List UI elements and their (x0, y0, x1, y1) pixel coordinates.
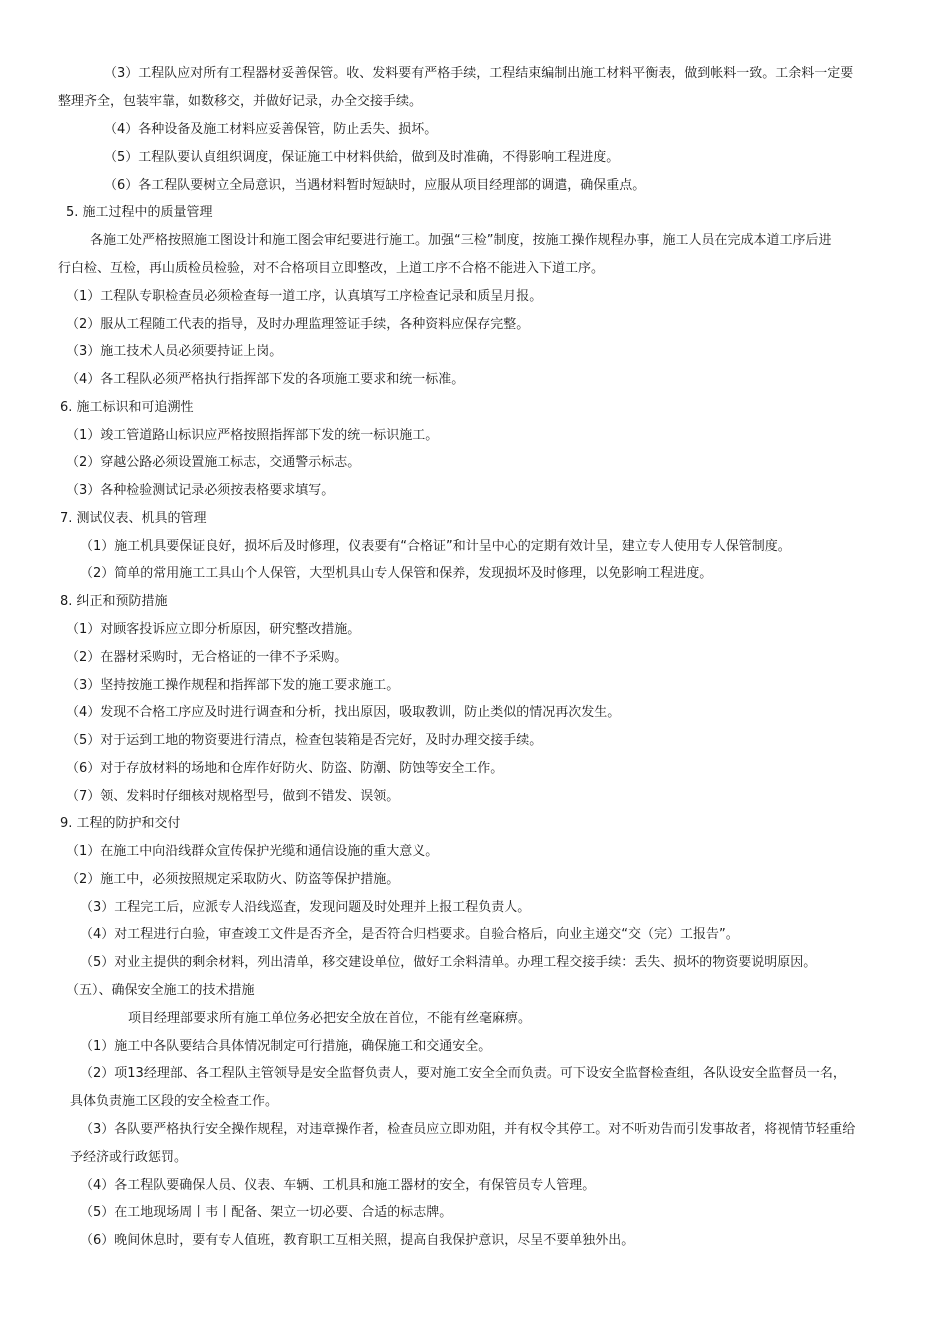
list-item: （1）在施工中向沿线群众宣传保护光缆和通信设施的重大意义。 (66, 844, 439, 859)
list-item: （3）工程完工后，应派专人沿线巡査，发现问题及时处理并上报工程负责人。 (80, 900, 531, 915)
section-heading: 8. 纠正和预防措施 (60, 594, 168, 609)
list-item: （1）对顾客投诉应立即分析原因，研究整改措施。 (66, 622, 361, 637)
list-item: （5）对业主提供的剩余材料，列出清单，移交建设单位，做好工余料清单。办理工程交接手续：丢失、损坏的物资要说明原因。 (80, 955, 817, 970)
list-item: （5）对于运到工地的物资要进行清点，检查包装箱是否完好，及时办理交接手续。 (66, 733, 543, 748)
list-item: （4）各工程队要确保人员、仪表、车辆、工机具和施工器材的安全，有保管员专人管理。 (80, 1178, 596, 1193)
list-item: （2）施工中，必须按照规定采取防火、防盗等保护措施。 (66, 872, 400, 887)
list-item: （4）各工程队必须严格执行指挥部下发的各项施工要求和统一标准。 (66, 372, 465, 387)
section-heading: 9. 工程的防护和交付 (60, 816, 181, 831)
paragraph-line: 各施工处严格按照施工图设计和施工图会审纪要进行施工。加强“三检”制度，按施工操作规程办事，施工人员在完成本道工序后进 (90, 233, 832, 248)
paragraph-line: 具体负责施工区段的安全检查工作。 (70, 1094, 279, 1109)
section-heading: （五）、确保安全施工的技术措施 (66, 983, 255, 998)
list-item: （2）在器材采购时，无合格证的一律不予采购。 (66, 650, 348, 665)
section-heading: 7. 测试仪表、机具的管理 (60, 511, 207, 526)
paragraph-line: （5）工程队要认貞组织调度，保证施工中材料供給，做到及时准确，不得影响工程进度。 (104, 150, 620, 165)
paragraph-line: （6）各工程队要树立全局意识，当遇材料暂时短缺时，应服从项目经理部的调遣，确保重点。 (104, 178, 646, 193)
paragraph-line: 行白检、互检，再山质检员检验，对不合格项目立即整改，上道工序不合格不能进入下道工序。 (58, 261, 605, 276)
list-item: （3）各队要严格执行安全操作规程，对违章操作者，检查员应立即劝阻，并有权令其停工。对不听劝告而引发事故者，将视情节轻重给 (80, 1122, 856, 1137)
list-item: （6）晚间休息时，要有专人值班，教育职工互相关照，提高自我保护意识，尽呈不要单独外出。 (80, 1233, 635, 1248)
list-item: （3）坚持按施工操作规程和指挥部下发的施工要求施工。 (66, 678, 400, 693)
paragraph-line: 予经济或行政惩罚。 (70, 1150, 188, 1165)
list-item: （2）服从工程随工代表的指导，及时办理监理签证手续，各种资料应保存完整。 (66, 317, 530, 332)
list-item: （3）各种检验测试记录必须按表格要求填写。 (66, 483, 335, 498)
list-item: （2）项13经理部、各工程队主管领导是安全监督负责人，要对施工安全全而负责。可下设安全监督检查组，各队设安全监督员一名， (80, 1066, 846, 1081)
list-item: （1）施工中各队要结合具体情况制定可行措施，确保施工和交通安全。 (80, 1039, 492, 1054)
list-item: （6）对于存放材料的场地和仓库作好防火、防盗、防潮、防蚀等安全工作。 (66, 761, 504, 776)
section-heading: 6. 施工标识和可追溯性 (60, 400, 194, 415)
list-item: （2）简单的常用施工工具山个人保管，大型机具山专人保管和保养，发现损坏及时修理，以免影响工程进度。 (80, 566, 713, 581)
list-item: （7）领、发料时仔细核对规格型号，做到不错发、误领。 (66, 789, 400, 804)
list-item: （5）在工地现场周丨韦丨配备、架立一切必要、合适的标志牌。 (80, 1205, 453, 1220)
list-item: （1）施工机具要保证良好，损坏后及时修理，仪表要有“合格证”和计呈中心的定期有效计呈，建立专人使用专人保管制度。 (80, 539, 791, 554)
section-heading: 5. 施工过程中的质量管理 (66, 205, 213, 220)
list-item: （1）竣工管道路山标识应严格按照指挥部下发的统一标识施工。 (66, 428, 439, 443)
list-item: （4）发现不合格工序应及时进行调查和分析，找出原因，吸取教训，防止类似的情况再次发生。 (66, 705, 621, 720)
paragraph-line: 整理齐全，包装牢靠，如数移交，并做好记录，办全交接手续。 (58, 94, 423, 109)
paragraph-line: （4）各种设备及施工材料应妥善保管，防止丢失、损坏。 (104, 122, 438, 137)
list-item: （2）穿越公路必须设置施工标志，交通警示标志。 (66, 455, 361, 470)
list-item: （4）对工程进行白验，审查竣工文件是否齐全，是否符合归档要求。自验合格后，向业主递交“交（完）工报告”。 (80, 927, 739, 942)
list-item: （3）施工技术人员必须要持证上岗。 (66, 344, 283, 359)
paragraph-line: 项目经理部要求所有施工单位务必把安全放在首位，不能有丝毫麻痹。 (128, 1011, 532, 1026)
list-item: （1）工程队专职检查员必须检查每一道工序，认真填写工序检查记录和质呈月报。 (66, 289, 543, 304)
paragraph-line: （3）工程队应对所有工程器材妥善保管。收、发料要有严格手续，工程结束编制出施工材料平衡表，做到帐料一致。工余料一定要 (104, 66, 854, 81)
